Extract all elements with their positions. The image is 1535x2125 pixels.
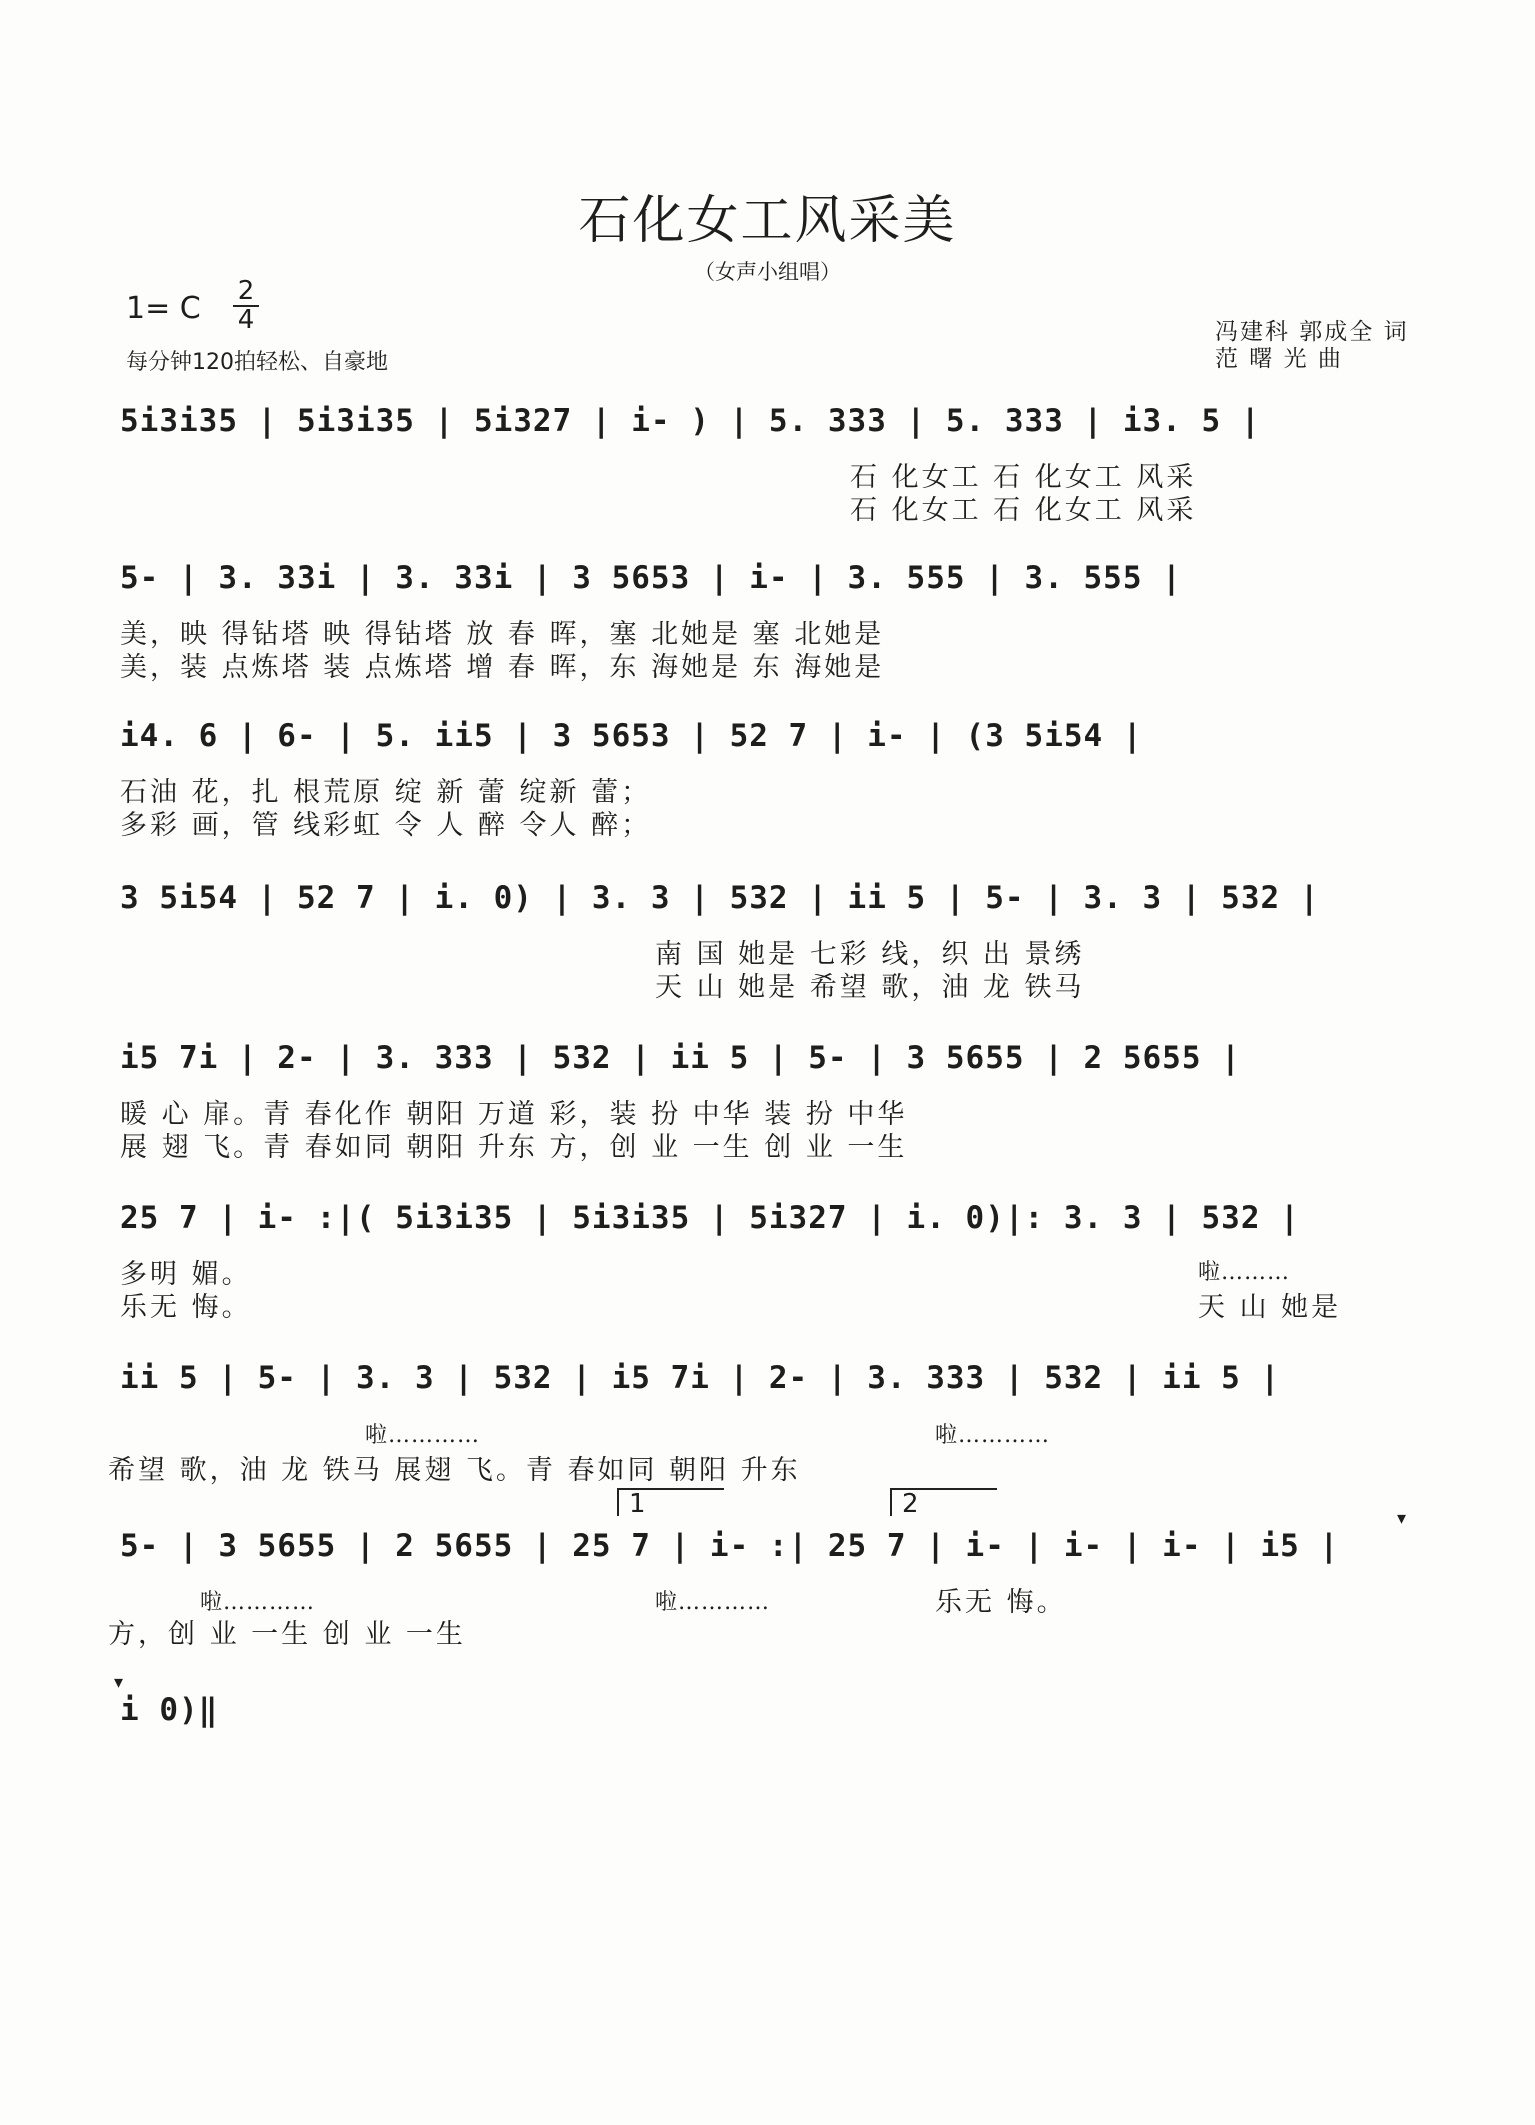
- key-signature: 1= C: [126, 291, 201, 326]
- lyric-line-3-verse-2: 多彩 画，管 线彩虹 令 人 醉 令人 醉；: [120, 810, 652, 841]
- lyric-line-5-verse-1: 暖 心 扉。青 春化作 朝阳 万道 彩，装 扮 中华 装 扮 中华: [120, 1099, 908, 1130]
- music-line-9: i 0)‖: [120, 1692, 219, 1728]
- performance-note: （女声小组唱）: [694, 260, 841, 284]
- time-signature: [233, 278, 259, 334]
- lyric-line-6-right: 天 山 她是: [1198, 1292, 1342, 1323]
- lyric-line-1-verse-2: 石 化女工 石 化女工 风采: [850, 495, 1197, 526]
- la-syllable: 啦…………: [655, 1590, 771, 1615]
- music-line-3: i4. 6 | 6- | 5. ii5 | 3 5653 | 52 7 | i- | (3 5i54 |: [120, 718, 1143, 754]
- music-line-7: ii 5 | 5- | 3. 3 | 532 | i5 7i | 2- | 3. 333 | 532 | ii 5 |: [120, 1360, 1281, 1396]
- tempo-marking: 每分钟120拍轻松、自豪地: [126, 350, 388, 375]
- lyric-line-8: 方，创 业 一生 创 业 一生: [108, 1619, 466, 1650]
- music-line-5: i5 7i | 2- | 3. 333 | 532 | ii 5 | 5- | 3 5655 | 2 5655 |: [120, 1040, 1241, 1076]
- la-syllable: 啦…………: [365, 1423, 481, 1448]
- first-ending: 1: [617, 1488, 724, 1516]
- second-ending: 2: [890, 1488, 997, 1516]
- music-line-2: 5- | 3. 33i | 3. 33i | 3 5653 | i- | 3. 555 | 3. 555 |: [120, 560, 1182, 596]
- fermata-mark: ▾: [1397, 1508, 1407, 1529]
- time-signature-top: 2: [237, 276, 255, 306]
- la-syllable: 啦…………: [935, 1423, 1051, 1448]
- lyric-line-2-verse-1: 美，映 得钻塔 映 得钻塔 放 春 晖，塞 北她是 塞 北她是: [120, 619, 885, 650]
- la-syllable: 啦………: [1198, 1260, 1291, 1285]
- lyric-line-6-verse-1: 多明 媚。: [120, 1259, 252, 1290]
- lyric-line-4-verse-2: 天 山 她是 希望 歌，油 龙 铁马: [655, 972, 1085, 1003]
- lyric-line-4-verse-1: 南 国 她是 七彩 线，织 出 景绣: [655, 939, 1085, 970]
- lyric-line-8-right: 乐无 悔。: [935, 1587, 1067, 1618]
- time-signature-bottom: 4: [233, 305, 259, 334]
- lyric-line-1-verse-1: 石 化女工 石 化女工 风采: [850, 462, 1197, 493]
- lyric-line-5-verse-2: 展 翅 飞。青 春如同 朝阳 升东 方，创 业 一生 创 业 一生: [120, 1132, 908, 1163]
- lyric-line-6-verse-2: 乐无 悔。: [120, 1292, 252, 1323]
- la-syllable: 啦…………: [200, 1590, 316, 1615]
- music-line-6: 25 7 | i- :|( 5i3i35 | 5i3i35 | 5i327 | i. 0)|: 3. 3 | 532 |: [120, 1200, 1300, 1236]
- song-title: 石化女工风采美: [578, 191, 957, 251]
- lyricist-credit: 冯建科 郭成全 词: [1215, 319, 1409, 345]
- lyric-line-2-verse-2: 美，装 点炼塔 装 点炼塔 增 春 晖，东 海她是 东 海她是: [120, 652, 885, 683]
- music-line-1: 5i3i35 | 5i3i35 | 5i327 | i- ) | 5. 333 | 5. 333 | i3. 5 |: [120, 403, 1261, 439]
- music-line-8: 5- | 3 5655 | 2 5655 | 25 7 | i- :| 25 7 | i- | i- | i- | i5 |: [120, 1528, 1340, 1564]
- lyric-line-7: 希望 歌，油 龙 铁马 展翅 飞。青 春如同 朝阳 升东: [108, 1455, 801, 1486]
- composer-credit: 范 曙 光 曲: [1215, 346, 1343, 372]
- lyric-line-3-verse-1: 石油 花，扎 根荒原 绽 新 蕾 绽新 蕾；: [120, 777, 652, 808]
- fermata-mark: ▾: [114, 1672, 124, 1693]
- music-line-4: 3 5i54 | 52 7 | i. 0) | 3. 3 | 532 | ii 5 | 5- | 3. 3 | 532 |: [120, 880, 1320, 916]
